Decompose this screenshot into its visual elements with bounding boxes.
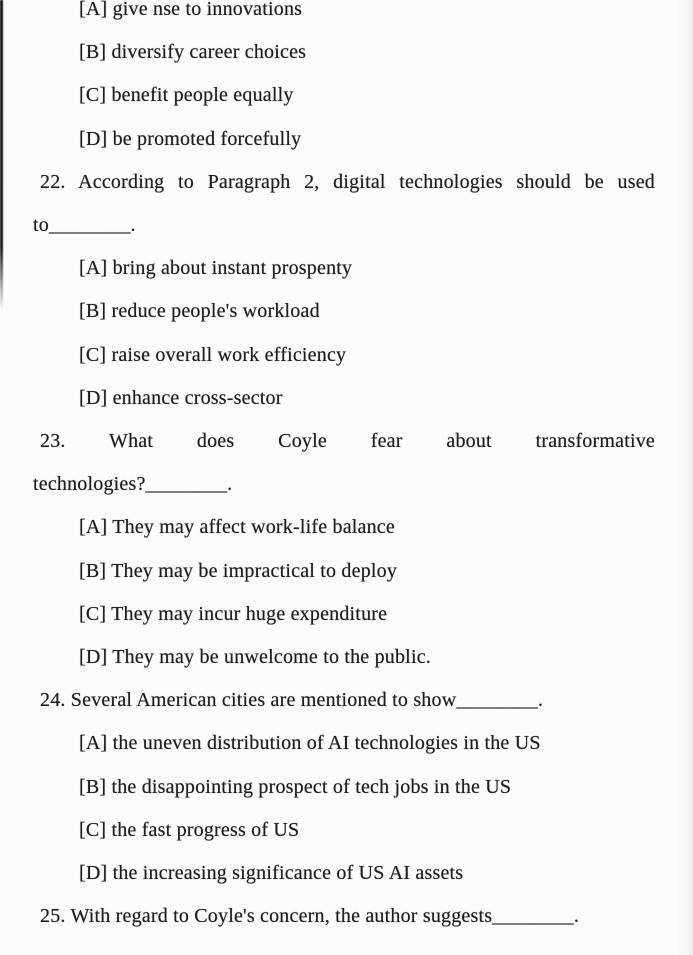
q24-option-a: [A] the uneven distribution of AI technologies in the US	[79, 732, 541, 755]
q22-option-d: [D] enhance cross-sector	[79, 386, 283, 409]
question-23-continuation: technologies?________.	[33, 473, 233, 496]
q23-option-d: [D] They may be unwelcome to the public.	[79, 646, 431, 669]
q21-option-b: [B] diversify career choices	[79, 41, 307, 64]
question-24-stem: 24. Several American cities are mentioned to show________.	[40, 689, 544, 712]
question-22-stem: 22. According to Paragraph 2, digital technologies should be used	[40, 170, 655, 193]
q24-option-d: [D] the increasing significance of US AI assets	[79, 862, 464, 885]
q21-option-d: [D] be promoted forcefully	[79, 127, 302, 150]
q22-option-a: [A] bring about instant prospenty	[79, 257, 353, 280]
q22-option-b: [B] reduce people's workload	[79, 300, 320, 323]
q23-option-b: [B] They may be impractical to deploy	[79, 559, 398, 582]
q23-option-c: [C] They may incur huge expenditure	[79, 602, 388, 625]
q22-option-c: [C] raise overall work efficiency	[79, 343, 347, 366]
q21-option-c: [C] benefit people equally	[79, 84, 294, 107]
question-22-continuation: to________.	[33, 214, 136, 237]
question-25-stem: 25. With regard to Coyle's concern, the author suggests________.	[40, 905, 580, 928]
q24-option-c: [C] the fast progress of US	[79, 818, 300, 841]
q24-option-b: [B] the disappointing prospect of tech jobs in the US	[79, 775, 512, 798]
q23-option-a: [A] They may affect work-life balance	[79, 516, 395, 539]
question-23-stem: 23. What does Coyle fear about transformative	[40, 430, 655, 453]
q21-option-a: [A] give nse to innovations	[79, 0, 303, 20]
